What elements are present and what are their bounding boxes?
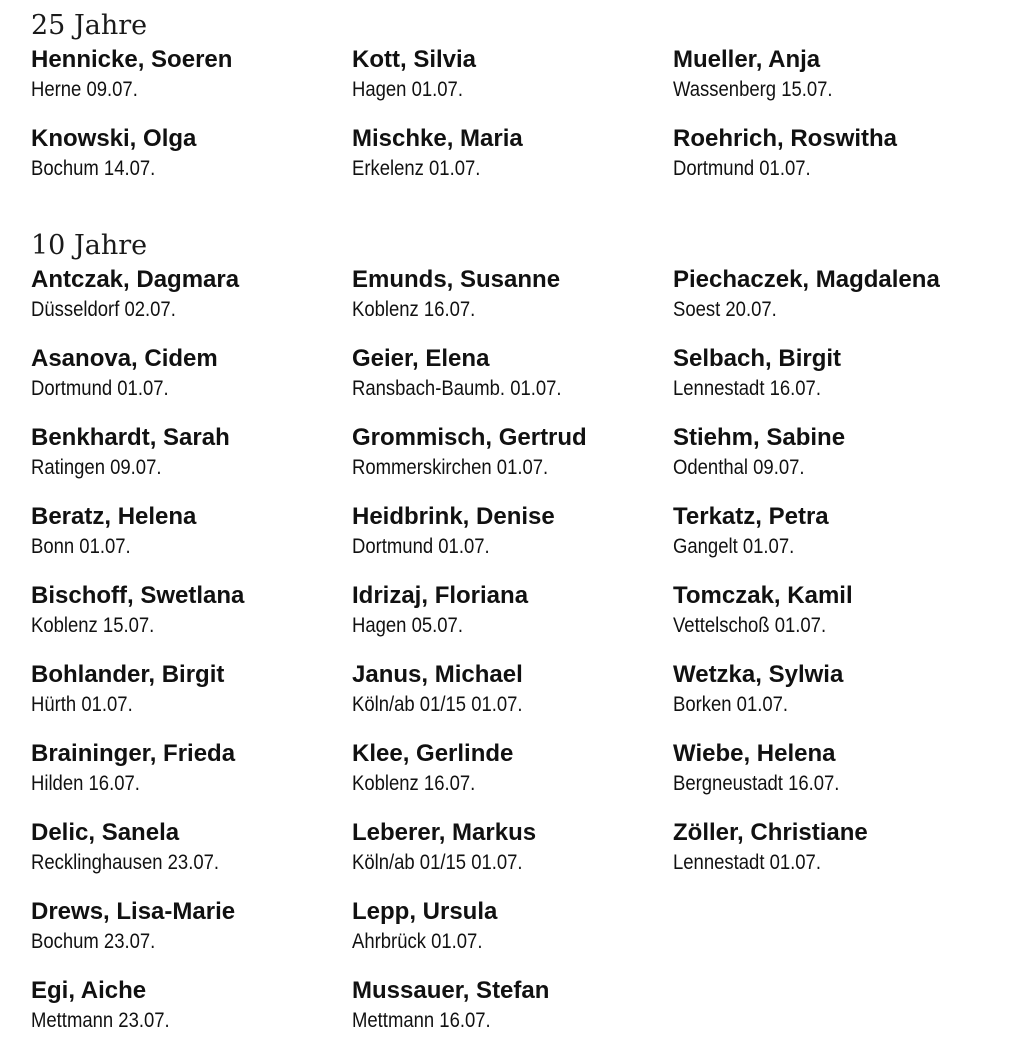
list-item (31, 975, 352, 1054)
location-date: Bergneustadt 16.07. (673, 772, 840, 795)
list-item (31, 738, 352, 817)
list-item (352, 264, 673, 343)
anniversary-list (31, 8, 991, 1054)
list-item (352, 44, 673, 123)
location-date: Borken 01.07. (673, 693, 789, 716)
employee-name: Antczak, Dagmara (31, 266, 240, 293)
location-date: Hilden 16.07. (31, 772, 140, 795)
employee-name: Janus, Michael (352, 661, 523, 688)
employee-name: Heidbrink, Denise (352, 503, 555, 530)
list-item (31, 501, 352, 580)
location-date: Vettelschoß 01.07. (673, 614, 827, 637)
list-item (352, 659, 673, 738)
list-item (352, 896, 673, 975)
section-heading: 25 Jahre (31, 10, 148, 41)
location-date: Hürth 01.07. (31, 693, 133, 716)
location-date: Herne 09.07. (31, 78, 138, 101)
employee-name: Benkhardt, Sarah (31, 424, 230, 451)
employee-name: Zöller, Christiane (673, 819, 868, 846)
location-date: Koblenz 16.07. (352, 298, 476, 321)
location-date: Dortmund 01.07. (673, 157, 811, 180)
employee-name: Wiebe, Helena (673, 740, 836, 767)
location-date: Rommerskirchen 01.07. (352, 456, 549, 479)
list-item (673, 44, 993, 123)
list-item (673, 659, 993, 738)
employee-name: Idrizaj, Floriana (352, 582, 529, 609)
employee-name: Emunds, Susanne (352, 266, 561, 293)
employee-name: Delic, Sanela (31, 819, 180, 846)
employee-name: Roehrich, Roswitha (673, 125, 898, 152)
employee-name: Braininger, Frieda (31, 740, 236, 767)
list-item (673, 264, 993, 343)
employee-name: Selbach, Birgit (673, 345, 842, 372)
location-date: Koblenz 16.07. (352, 772, 476, 795)
list-item (352, 343, 673, 422)
location-date: Mettmann 16.07. (352, 1009, 491, 1032)
employee-name: Piechaczek, Magdalena (673, 266, 940, 293)
list-item (31, 343, 352, 422)
employee-name: Wetzka, Sylwia (673, 661, 844, 688)
list-item (673, 738, 993, 817)
employee-name: Leberer, Markus (352, 819, 537, 846)
list-item (31, 123, 352, 202)
employee-name: Bohlander, Birgit (31, 661, 225, 688)
employee-name: Grommisch, Gertrud (352, 424, 587, 451)
location-date: Gangelt 01.07. (673, 535, 795, 558)
list-item (352, 738, 673, 817)
list-item (673, 422, 993, 501)
location-date: Lennestadt 16.07. (673, 377, 821, 400)
list-item (31, 44, 352, 123)
location-date: Ratingen 09.07. (31, 456, 162, 479)
list-item (352, 422, 673, 501)
location-date: Lennestadt 01.07. (673, 851, 821, 874)
location-date: Bochum 14.07. (31, 157, 156, 180)
list-item (352, 580, 673, 659)
list-item (31, 580, 352, 659)
employee-name: Terkatz, Petra (673, 503, 829, 530)
employee-name: Drews, Lisa-Marie (31, 898, 236, 925)
employee-name: Stiehm, Sabine (673, 424, 846, 451)
entry-grid (31, 264, 991, 1054)
list-item (31, 422, 352, 501)
list-item (31, 817, 352, 896)
location-date: Dortmund 01.07. (31, 377, 169, 400)
employee-name: Mussauer, Stefan (352, 977, 550, 1004)
location-date: Köln/ab 01/15 01.07. (352, 693, 523, 716)
location-date: Bonn 01.07. (31, 535, 131, 558)
list-item (31, 264, 352, 343)
employee-name: Klee, Gerlinde (352, 740, 514, 767)
list-item (673, 580, 993, 659)
location-date: Erkelenz 01.07. (352, 157, 481, 180)
location-date: Hagen 05.07. (352, 614, 463, 637)
location-date: Ahrbrück 01.07. (352, 930, 483, 953)
employee-name: Mueller, Anja (673, 46, 821, 73)
employee-name: Hennicke, Soeren (31, 46, 233, 73)
section-25-jahre (31, 8, 991, 202)
location-date: Mettmann 23.07. (31, 1009, 170, 1032)
list-item (673, 343, 993, 422)
employee-name: Beratz, Helena (31, 503, 197, 530)
employee-name: Egi, Aiche (31, 977, 147, 1004)
list-item (31, 659, 352, 738)
list-item (352, 123, 673, 202)
employee-name: Mischke, Maria (352, 125, 523, 152)
location-date: Soest 20.07. (673, 298, 777, 321)
location-date: Dortmund 01.07. (352, 535, 490, 558)
list-item (352, 817, 673, 896)
employee-name: Asanova, Cidem (31, 345, 218, 372)
location-date: Ransbach-Baumb. 01.07. (352, 377, 562, 400)
location-date: Odenthal 09.07. (673, 456, 805, 479)
section-10-jahre (31, 228, 991, 1054)
employee-name: Bischoff, Swetlana (31, 582, 245, 609)
list-item (673, 501, 993, 580)
location-date: Hagen 01.07. (352, 78, 463, 101)
list-item (352, 501, 673, 580)
location-date: Bochum 23.07. (31, 930, 156, 953)
employee-name: Lepp, Ursula (352, 898, 498, 925)
list-item (31, 896, 352, 975)
location-date: Düsseldorf 02.07. (31, 298, 176, 321)
employee-name: Kott, Silvia (352, 46, 477, 73)
employee-name: Tomczak, Kamil (673, 582, 853, 609)
location-date: Wassenberg 15.07. (673, 78, 833, 101)
list-item (352, 975, 673, 1054)
employee-name: Geier, Elena (352, 345, 490, 372)
location-date: Recklinghausen 23.07. (31, 851, 220, 874)
list-item (673, 123, 993, 202)
entry-grid (31, 44, 991, 202)
employee-name: Knowski, Olga (31, 125, 197, 152)
location-date: Köln/ab 01/15 01.07. (352, 851, 523, 874)
list-item (673, 817, 993, 896)
section-heading: 10 Jahre (31, 230, 148, 261)
location-date: Koblenz 15.07. (31, 614, 155, 637)
